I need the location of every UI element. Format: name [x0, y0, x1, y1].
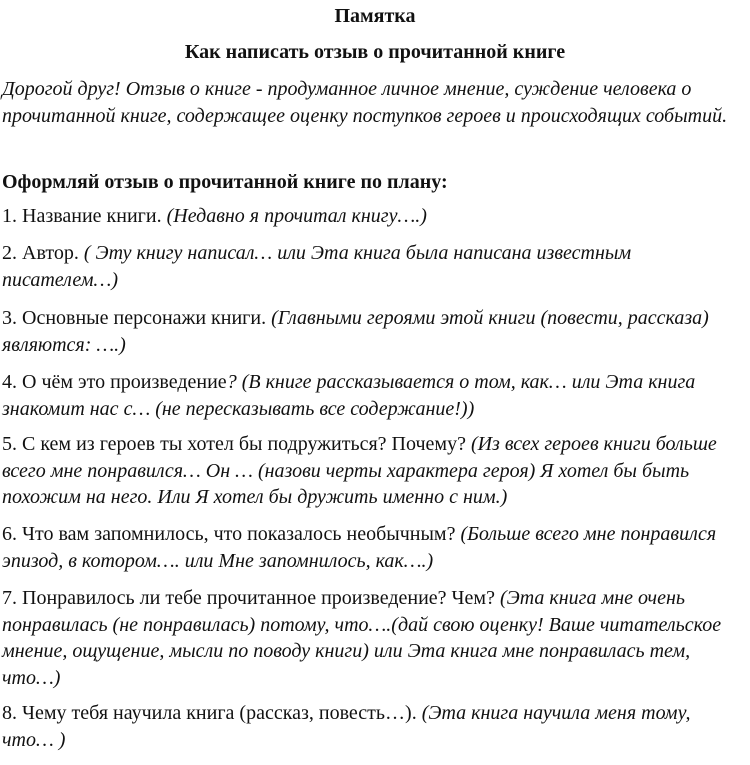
intro-paragraph: Дорогой друг! Отзыв о книге - продуманное личное мнение, суждение человека о прочитанной книге, содержащее оценку поступков героев и происходящих событий. — [2, 78, 728, 127]
plan-item-answer: (Недавно я прочитал книгу….) — [166, 205, 427, 227]
plan-item-4 — [2, 369, 742, 422]
plan-item-question: 8. Чему тебя научила книга (рассказ, повесть…). — [2, 702, 422, 724]
plan-item-2 — [2, 240, 742, 293]
plan-item-7 — [2, 585, 742, 691]
plan-item-answer: (Эта книга научила меня тому, что… ) — [2, 702, 691, 751]
plan-item-5 — [2, 431, 742, 511]
plan-item-answer: (Эта книга мне очень понравилась (не понравилась) потому, что….(дай свою оценку! Ваше читательское мнение, ощущение, мысли по поводу книги) или Эта книга мне понравилась тем, что…) — [2, 587, 722, 689]
document-subtitle: Как написать отзыв о прочитанной книге — [184, 41, 566, 63]
plan-item-question: 4. О чём это произведение — [2, 371, 227, 393]
plan-item-question: 1. Название книги. — [2, 205, 167, 227]
plan-item-6 — [2, 521, 742, 574]
document-title: Памятка — [334, 5, 416, 27]
plan-item-answer: (Главными героями этой книги (повести, рассказа) являются: ….) — [2, 307, 709, 356]
plan-item-8 — [2, 700, 742, 753]
plan-item-question: 5. С кем из героев ты хотел бы подружиться? Почему? — [2, 433, 471, 455]
plan-item-question: 3. Основные персонажи книги. — [2, 307, 272, 329]
plan-item-answer: (Больше всего мне понравился эпизод, в котором…. или Мне запомнилось, как….) — [2, 523, 717, 572]
plan-item-answer: ? (В книге рассказывается о том, как… или Эта книга знакомит нас с… (не пересказывать все содержание!)) — [2, 371, 696, 420]
plan-item-3 — [2, 305, 742, 358]
plan-item-1 — [2, 203, 742, 230]
plan-item-question: 6. Что вам запомнилось, что показалось необычным? — [2, 523, 461, 545]
plan-item-answer: ( Эту книгу написал… или Эта книга была написана известным писателем…) — [2, 242, 632, 291]
plan-item-answer: (Из всех героев книги больше всего мне понравился… Он … (назови черты характера героя) Я хотел бы быть похожим на него. Или Я хотел бы дружить именно с ним.) — [2, 433, 717, 508]
plan-heading: Оформляй отзыв о прочитанной книге по плану: — [2, 171, 448, 193]
plan-item-question: 7. Понравилось ли тебе прочитанное произведение? Чем? — [2, 587, 500, 609]
plan-item-question: 2. Автор. — [2, 242, 84, 264]
